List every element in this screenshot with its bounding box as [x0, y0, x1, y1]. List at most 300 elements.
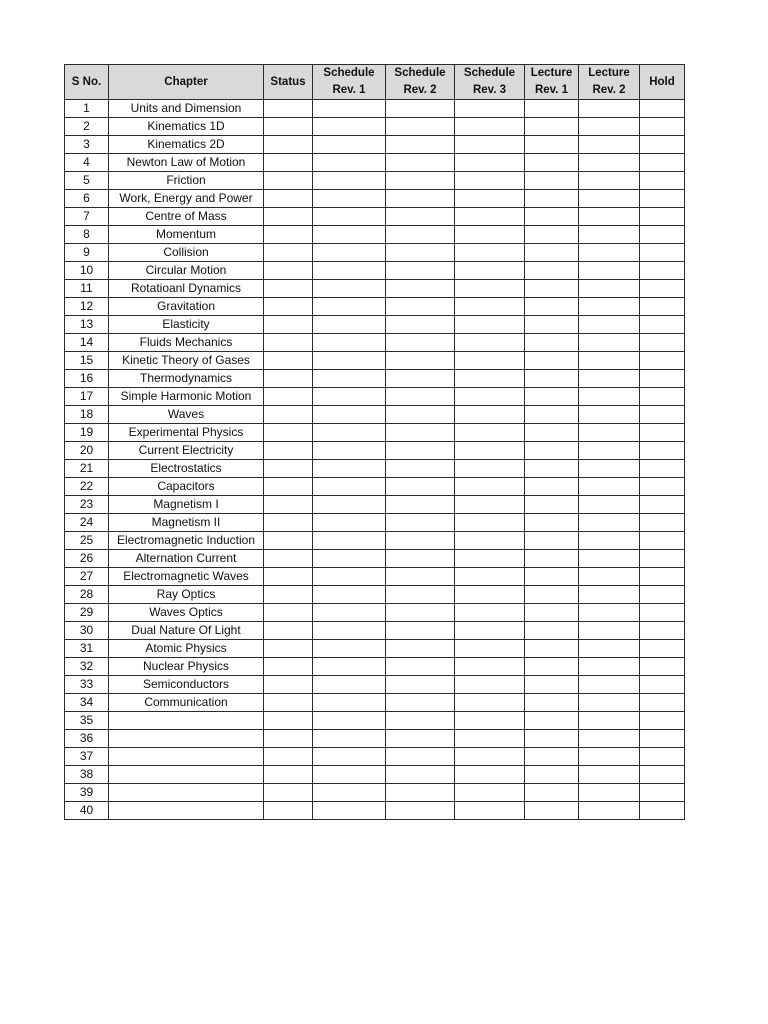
cell-hold [640, 190, 685, 208]
header-lecture-rev-1-line-1: Lecture [530, 67, 573, 79]
cell-lecture-rev-1 [525, 694, 579, 712]
table-row [65, 694, 685, 712]
header-schedule-rev-3 [455, 65, 525, 100]
cell-sno: 39 [65, 784, 109, 802]
cell-lecture-rev-2 [579, 730, 640, 748]
cell-hold [640, 370, 685, 388]
cell-schedule-rev-1 [313, 532, 386, 550]
cell-lecture-rev-1 [525, 586, 579, 604]
cell-chapter: Work, Energy and Power [109, 190, 264, 208]
cell-schedule-rev-1 [313, 118, 386, 136]
cell-chapter [109, 748, 264, 766]
cell-schedule-rev-2 [386, 388, 455, 406]
cell-lecture-rev-2 [579, 748, 640, 766]
cell-lecture-rev-1 [525, 478, 579, 496]
cell-lecture-rev-1 [525, 514, 579, 532]
cell-schedule-rev-2 [386, 532, 455, 550]
cell-hold [640, 712, 685, 730]
cell-lecture-rev-2 [579, 460, 640, 478]
cell-chapter: Collision [109, 244, 264, 262]
cell-status [264, 802, 313, 820]
cell-schedule-rev-1 [313, 424, 386, 442]
cell-lecture-rev-2 [579, 640, 640, 658]
cell-sno: 32 [65, 658, 109, 676]
header-schedule-rev-2-line-1: Schedule [394, 67, 446, 79]
table-row [65, 442, 685, 460]
cell-lecture-rev-2 [579, 514, 640, 532]
cell-lecture-rev-2 [579, 496, 640, 514]
cell-sno: 22 [65, 478, 109, 496]
table-row [65, 514, 685, 532]
cell-schedule-rev-1 [313, 370, 386, 388]
cell-schedule-rev-2 [386, 640, 455, 658]
cell-schedule-rev-3 [455, 388, 525, 406]
cell-chapter: Communication [109, 694, 264, 712]
cell-hold [640, 730, 685, 748]
cell-hold [640, 388, 685, 406]
cell-hold [640, 658, 685, 676]
cell-hold [640, 100, 685, 118]
cell-schedule-rev-2 [386, 118, 455, 136]
cell-lecture-rev-2 [579, 406, 640, 424]
cell-schedule-rev-3 [455, 352, 525, 370]
cell-schedule-rev-1 [313, 550, 386, 568]
cell-lecture-rev-2 [579, 532, 640, 550]
cell-chapter: Alternation Current [109, 550, 264, 568]
cell-schedule-rev-1 [313, 172, 386, 190]
table-row [65, 280, 685, 298]
cell-hold [640, 748, 685, 766]
cell-status [264, 442, 313, 460]
cell-schedule-rev-2 [386, 334, 455, 352]
cell-lecture-rev-1 [525, 442, 579, 460]
cell-schedule-rev-1 [313, 100, 386, 118]
cell-chapter: Ray Optics [109, 586, 264, 604]
cell-sno: 3 [65, 136, 109, 154]
cell-chapter [109, 766, 264, 784]
table-row [65, 352, 685, 370]
cell-sno: 15 [65, 352, 109, 370]
header-lecture-rev-2-line-2: Rev. 2 [592, 84, 626, 96]
cell-lecture-rev-1 [525, 244, 579, 262]
cell-schedule-rev-3 [455, 460, 525, 478]
cell-hold [640, 316, 685, 334]
cell-status [264, 118, 313, 136]
cell-schedule-rev-1 [313, 514, 386, 532]
cell-schedule-rev-1 [313, 622, 386, 640]
cell-hold [640, 514, 685, 532]
header-lecture-rev-1 [525, 65, 579, 100]
cell-sno: 20 [65, 442, 109, 460]
cell-sno: 36 [65, 730, 109, 748]
cell-lecture-rev-2 [579, 172, 640, 190]
cell-schedule-rev-1 [313, 388, 386, 406]
header-chapter: Chapter [109, 65, 264, 100]
cell-lecture-rev-2 [579, 586, 640, 604]
table-row [65, 460, 685, 478]
cell-sno: 8 [65, 226, 109, 244]
cell-schedule-rev-3 [455, 244, 525, 262]
cell-schedule-rev-3 [455, 442, 525, 460]
cell-schedule-rev-2 [386, 784, 455, 802]
cell-schedule-rev-2 [386, 352, 455, 370]
cell-sno: 24 [65, 514, 109, 532]
cell-lecture-rev-1 [525, 640, 579, 658]
cell-chapter: Rotatioanl Dynamics [109, 280, 264, 298]
cell-lecture-rev-1 [525, 730, 579, 748]
cell-lecture-rev-2 [579, 154, 640, 172]
cell-schedule-rev-3 [455, 208, 525, 226]
cell-schedule-rev-2 [386, 748, 455, 766]
table-row [65, 118, 685, 136]
cell-status [264, 172, 313, 190]
cell-lecture-rev-1 [525, 784, 579, 802]
cell-status [264, 568, 313, 586]
table-row [65, 802, 685, 820]
cell-lecture-rev-1 [525, 748, 579, 766]
cell-schedule-rev-1 [313, 190, 386, 208]
table-row [65, 262, 685, 280]
cell-lecture-rev-1 [525, 658, 579, 676]
cell-status [264, 280, 313, 298]
cell-schedule-rev-1 [313, 460, 386, 478]
table-row [65, 640, 685, 658]
cell-sno: 6 [65, 190, 109, 208]
cell-status [264, 658, 313, 676]
cell-lecture-rev-1 [525, 802, 579, 820]
header-lecture-rev-1-line-2: Rev. 1 [534, 84, 569, 96]
header-schedule-rev-1 [313, 65, 386, 100]
cell-lecture-rev-1 [525, 208, 579, 226]
cell-sno: 5 [65, 172, 109, 190]
cell-schedule-rev-3 [455, 640, 525, 658]
cell-schedule-rev-3 [455, 280, 525, 298]
cell-chapter: Electromagnetic Induction [109, 532, 264, 550]
cell-sno: 10 [65, 262, 109, 280]
table-row [65, 766, 685, 784]
cell-status [264, 586, 313, 604]
cell-status [264, 730, 313, 748]
cell-lecture-rev-2 [579, 424, 640, 442]
cell-sno: 16 [65, 370, 109, 388]
cell-chapter: Elasticity [109, 316, 264, 334]
cell-schedule-rev-2 [386, 514, 455, 532]
cell-hold [640, 118, 685, 136]
cell-lecture-rev-2 [579, 622, 640, 640]
cell-schedule-rev-3 [455, 100, 525, 118]
cell-lecture-rev-2 [579, 226, 640, 244]
table-row [65, 388, 685, 406]
cell-chapter: Newton Law of Motion [109, 154, 264, 172]
cell-hold [640, 694, 685, 712]
cell-status [264, 100, 313, 118]
cell-hold [640, 586, 685, 604]
cell-lecture-rev-1 [525, 370, 579, 388]
cell-schedule-rev-3 [455, 586, 525, 604]
cell-sno: 12 [65, 298, 109, 316]
cell-lecture-rev-1 [525, 568, 579, 586]
cell-schedule-rev-2 [386, 658, 455, 676]
cell-schedule-rev-3 [455, 712, 525, 730]
table-row [65, 226, 685, 244]
cell-status [264, 766, 313, 784]
cell-sno: 4 [65, 154, 109, 172]
cell-lecture-rev-2 [579, 568, 640, 586]
cell-hold [640, 676, 685, 694]
cell-hold [640, 640, 685, 658]
cell-chapter: Experimental Physics [109, 424, 264, 442]
table-body [65, 100, 685, 820]
cell-sno: 14 [65, 334, 109, 352]
cell-sno: 19 [65, 424, 109, 442]
table-row [65, 334, 685, 352]
cell-schedule-rev-2 [386, 730, 455, 748]
cell-lecture-rev-2 [579, 802, 640, 820]
cell-schedule-rev-1 [313, 640, 386, 658]
cell-schedule-rev-2 [386, 622, 455, 640]
cell-hold [640, 154, 685, 172]
cell-schedule-rev-1 [313, 712, 386, 730]
cell-schedule-rev-1 [313, 208, 386, 226]
cell-lecture-rev-2 [579, 100, 640, 118]
cell-schedule-rev-2 [386, 172, 455, 190]
cell-chapter: Kinematics 2D [109, 136, 264, 154]
cell-hold [640, 622, 685, 640]
cell-status [264, 622, 313, 640]
cell-sno: 2 [65, 118, 109, 136]
cell-lecture-rev-1 [525, 712, 579, 730]
cell-status [264, 370, 313, 388]
cell-schedule-rev-2 [386, 406, 455, 424]
cell-schedule-rev-3 [455, 496, 525, 514]
cell-chapter: Semiconductors [109, 676, 264, 694]
table-row [65, 316, 685, 334]
cell-sno: 11 [65, 280, 109, 298]
cell-hold [640, 424, 685, 442]
cell-chapter: Waves [109, 406, 264, 424]
cell-schedule-rev-3 [455, 694, 525, 712]
cell-schedule-rev-1 [313, 694, 386, 712]
cell-hold [640, 568, 685, 586]
cell-chapter: Momentum [109, 226, 264, 244]
cell-lecture-rev-2 [579, 136, 640, 154]
cell-hold [640, 784, 685, 802]
cell-status [264, 532, 313, 550]
cell-lecture-rev-1 [525, 460, 579, 478]
header-schedule-rev-1-line-2: Rev. 1 [332, 84, 366, 96]
cell-sno: 26 [65, 550, 109, 568]
cell-hold [640, 550, 685, 568]
cell-hold [640, 460, 685, 478]
cell-sno: 1 [65, 100, 109, 118]
cell-schedule-rev-3 [455, 604, 525, 622]
cell-lecture-rev-2 [579, 262, 640, 280]
table-row [65, 568, 685, 586]
header-hold: Hold [640, 65, 685, 100]
table-row [65, 658, 685, 676]
cell-hold [640, 496, 685, 514]
cell-status [264, 784, 313, 802]
cell-status [264, 316, 313, 334]
cell-hold [640, 226, 685, 244]
cell-lecture-rev-1 [525, 532, 579, 550]
cell-schedule-rev-2 [386, 154, 455, 172]
cell-lecture-rev-2 [579, 118, 640, 136]
cell-schedule-rev-2 [386, 478, 455, 496]
cell-status [264, 208, 313, 226]
cell-schedule-rev-2 [386, 568, 455, 586]
cell-schedule-rev-1 [313, 658, 386, 676]
cell-sno: 37 [65, 748, 109, 766]
cell-schedule-rev-1 [313, 766, 386, 784]
cell-chapter: Magnetism I [109, 496, 264, 514]
cell-schedule-rev-3 [455, 136, 525, 154]
cell-schedule-rev-1 [313, 730, 386, 748]
cell-lecture-rev-2 [579, 370, 640, 388]
cell-status [264, 406, 313, 424]
cell-schedule-rev-2 [386, 586, 455, 604]
table-row [65, 478, 685, 496]
cell-schedule-rev-2 [386, 136, 455, 154]
cell-sno: 9 [65, 244, 109, 262]
cell-sno: 23 [65, 496, 109, 514]
cell-lecture-rev-1 [525, 766, 579, 784]
table-row [65, 298, 685, 316]
cell-schedule-rev-1 [313, 262, 386, 280]
cell-lecture-rev-1 [525, 136, 579, 154]
cell-schedule-rev-1 [313, 334, 386, 352]
cell-lecture-rev-1 [525, 388, 579, 406]
cell-schedule-rev-1 [313, 298, 386, 316]
cell-lecture-rev-2 [579, 766, 640, 784]
cell-schedule-rev-3 [455, 406, 525, 424]
cell-sno: 31 [65, 640, 109, 658]
cell-lecture-rev-2 [579, 208, 640, 226]
cell-lecture-rev-1 [525, 352, 579, 370]
cell-schedule-rev-2 [386, 712, 455, 730]
header-schedule-rev-2 [386, 65, 455, 100]
cell-schedule-rev-1 [313, 136, 386, 154]
cell-lecture-rev-1 [525, 424, 579, 442]
header-schedule-rev-3-line-1: Schedule [463, 67, 516, 79]
cell-hold [640, 172, 685, 190]
cell-sno: 17 [65, 388, 109, 406]
cell-hold [640, 604, 685, 622]
cell-lecture-rev-2 [579, 334, 640, 352]
cell-lecture-rev-1 [525, 190, 579, 208]
cell-chapter [109, 784, 264, 802]
cell-schedule-rev-1 [313, 586, 386, 604]
cell-chapter: Simple Harmonic Motion [109, 388, 264, 406]
table-row [65, 784, 685, 802]
cell-schedule-rev-2 [386, 694, 455, 712]
cell-sno: 29 [65, 604, 109, 622]
cell-chapter: Electromagnetic Waves [109, 568, 264, 586]
header-lecture-rev-2 [579, 65, 640, 100]
cell-schedule-rev-3 [455, 370, 525, 388]
cell-chapter [109, 730, 264, 748]
cell-schedule-rev-2 [386, 190, 455, 208]
cell-chapter: Waves Optics [109, 604, 264, 622]
cell-hold [640, 802, 685, 820]
cell-status [264, 154, 313, 172]
cell-schedule-rev-2 [386, 766, 455, 784]
cell-schedule-rev-3 [455, 802, 525, 820]
table-row [65, 496, 685, 514]
cell-lecture-rev-1 [525, 154, 579, 172]
cell-schedule-rev-1 [313, 604, 386, 622]
cell-sno: 13 [65, 316, 109, 334]
cell-schedule-rev-2 [386, 442, 455, 460]
cell-hold [640, 532, 685, 550]
cell-lecture-rev-1 [525, 118, 579, 136]
cell-schedule-rev-2 [386, 100, 455, 118]
cell-status [264, 298, 313, 316]
cell-sno: 21 [65, 460, 109, 478]
cell-schedule-rev-1 [313, 226, 386, 244]
table-row [65, 586, 685, 604]
cell-schedule-rev-2 [386, 496, 455, 514]
cell-schedule-rev-2 [386, 370, 455, 388]
cell-chapter: Atomic Physics [109, 640, 264, 658]
cell-schedule-rev-3 [455, 568, 525, 586]
table-row [65, 406, 685, 424]
cell-lecture-rev-2 [579, 316, 640, 334]
cell-chapter: Dual Nature Of Light [109, 622, 264, 640]
cell-status [264, 190, 313, 208]
cell-sno: 40 [65, 802, 109, 820]
cell-lecture-rev-1 [525, 604, 579, 622]
cell-schedule-rev-2 [386, 460, 455, 478]
cell-status [264, 136, 313, 154]
cell-lecture-rev-2 [579, 676, 640, 694]
cell-status [264, 514, 313, 532]
cell-chapter [109, 712, 264, 730]
cell-hold [640, 766, 685, 784]
cell-lecture-rev-2 [579, 694, 640, 712]
cell-lecture-rev-2 [579, 442, 640, 460]
table-row [65, 424, 685, 442]
cell-schedule-rev-3 [455, 730, 525, 748]
cell-schedule-rev-3 [455, 154, 525, 172]
cell-lecture-rev-2 [579, 298, 640, 316]
cell-lecture-rev-1 [525, 622, 579, 640]
cell-schedule-rev-3 [455, 748, 525, 766]
cell-schedule-rev-1 [313, 316, 386, 334]
cell-chapter [109, 802, 264, 820]
cell-sno: 38 [65, 766, 109, 784]
table-row [65, 712, 685, 730]
cell-schedule-rev-3 [455, 334, 525, 352]
cell-hold [640, 262, 685, 280]
cell-chapter: Kinematics 1D [109, 118, 264, 136]
cell-schedule-rev-3 [455, 298, 525, 316]
cell-schedule-rev-3 [455, 172, 525, 190]
cell-sno: 33 [65, 676, 109, 694]
cell-schedule-rev-1 [313, 442, 386, 460]
cell-status [264, 748, 313, 766]
cell-schedule-rev-2 [386, 802, 455, 820]
cell-chapter: Electrostatics [109, 460, 264, 478]
cell-schedule-rev-1 [313, 568, 386, 586]
cell-schedule-rev-3 [455, 478, 525, 496]
cell-hold [640, 136, 685, 154]
cell-schedule-rev-2 [386, 280, 455, 298]
cell-hold [640, 298, 685, 316]
cell-status [264, 226, 313, 244]
cell-sno: 18 [65, 406, 109, 424]
cell-status [264, 604, 313, 622]
